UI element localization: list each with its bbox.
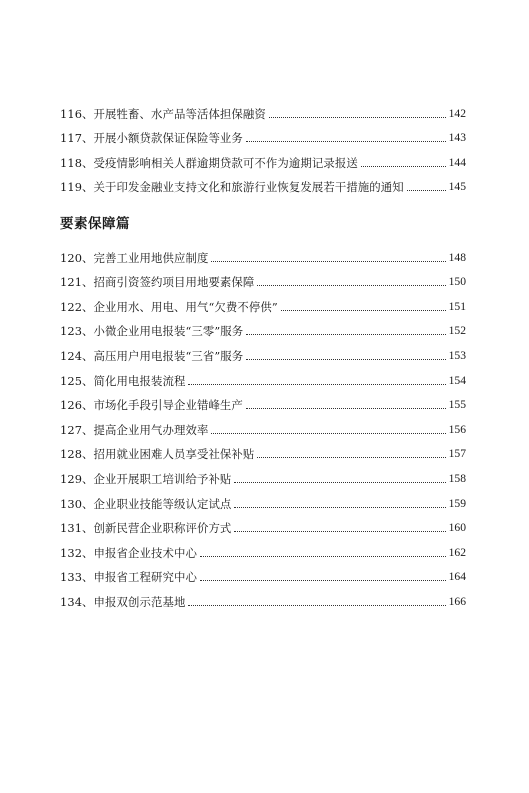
toc-page-number: 164 [448,570,466,584]
toc-dot-leader [188,384,445,385]
toc-page-number: 157 [448,447,466,461]
toc-list-bottom [60,240,466,609]
toc-page-number: 151 [448,299,466,313]
toc-entry [60,314,466,339]
toc-page-number: 166 [448,594,466,608]
section-heading: 要素保障篇 [60,216,130,232]
toc-dot-leader [257,457,445,458]
toc-entry-label: 123、小微企业用电报装“三零”服务 [60,324,244,339]
toc-dot-leader [361,166,446,167]
toc-entry [60,461,466,486]
toc-entry-label: 122、企业用水、用电、用气“欠费不停供” [60,299,278,314]
toc-entry-label: 131、创新民营企业职称评价方式 [60,521,232,536]
toc-dot-leader [234,507,445,508]
toc-dot-leader [246,141,446,142]
toc-dot-leader [234,531,445,532]
toc-page-number: 154 [448,373,466,387]
toc-page-number: 145 [448,180,466,194]
toc-dot-leader [246,408,446,409]
toc-entry [60,96,466,121]
toc-entry-label: 127、提高企业用气办理效率 [60,422,209,437]
toc-page-number: 159 [448,496,466,510]
toc-entry [60,486,466,511]
toc-page-number: 148 [448,250,466,264]
toc-entry [60,584,466,609]
toc-page-number: 150 [448,275,466,289]
toc-page-number: 153 [448,348,466,362]
toc-entry [60,289,466,314]
toc-entry-label: 125、简化用电报装流程 [60,373,186,388]
toc-dot-leader [246,334,445,335]
toc-dot-leader [407,190,446,191]
toc-entry [60,363,466,388]
toc-entry [60,265,466,290]
toc-dot-leader [269,117,446,118]
toc-entry-label: 126、市场化手段引导企业错峰生产 [60,398,243,413]
toc-page-number: 152 [448,324,466,338]
toc-dot-leader [234,482,445,483]
toc-dot-leader [281,310,446,311]
toc-entry [60,388,466,413]
toc-entry-label: 129、企业开展职工培训给予补贴 [60,471,232,486]
toc-entry [60,145,466,170]
toc-dot-leader [188,605,445,606]
toc-dot-leader [257,285,445,286]
toc-dot-leader [200,580,446,581]
toc-entry-label: 119、关于印发金融业支持文化和旅游行业恢复发展若干措施的通知 [60,180,404,195]
toc-page-number: 144 [448,155,466,169]
toc-entry-label: 118、受疫情影响相关人群逾期贷款可不作为逾期记录报送 [60,155,358,170]
toc-entry-label: 117、开展小额贷款保证保险等业务 [60,131,243,146]
toc-entry-label: 120、完善工业用地供应制度 [60,250,209,265]
toc-entry [60,535,466,560]
toc-entry [60,240,466,265]
toc-dot-leader [211,433,445,434]
toc-page-number: 142 [448,106,466,120]
toc-entry-label: 124、高压用户用电报装“三省”服务 [60,348,244,363]
toc-page-number: 143 [448,131,466,145]
toc-entry-label: 130、企业职业技能等级认定试点 [60,496,232,511]
toc-entry [60,412,466,437]
toc-entry [60,560,466,585]
toc-entry-label: 128、招用就业困难人员享受社保补贴 [60,447,255,462]
toc-entry [60,338,466,363]
toc-list-top [60,96,466,194]
toc-entry-label: 133、申报省工程研究中心 [60,570,197,585]
toc-page-number: 158 [448,471,466,485]
toc-entry [60,170,466,195]
toc-entry [60,511,466,536]
toc-entry-label: 121、招商引资签约项目用地要素保障 [60,275,255,290]
toc-page-number: 156 [448,422,466,436]
toc-page-number: 160 [448,521,466,535]
toc-entry-label: 116、开展牲畜、水产品等活体担保融资 [60,106,266,121]
toc-dot-leader [211,261,445,262]
toc-entry [60,437,466,462]
toc-entry [60,121,466,146]
toc-dot-leader [200,556,446,557]
toc-entry-label: 134、申报双创示范基地 [60,594,186,609]
toc-dot-leader [246,359,445,360]
toc-entry-label: 132、申报省企业技术中心 [60,545,197,560]
toc-page-number: 162 [448,545,466,559]
toc-page-number: 155 [448,398,466,412]
